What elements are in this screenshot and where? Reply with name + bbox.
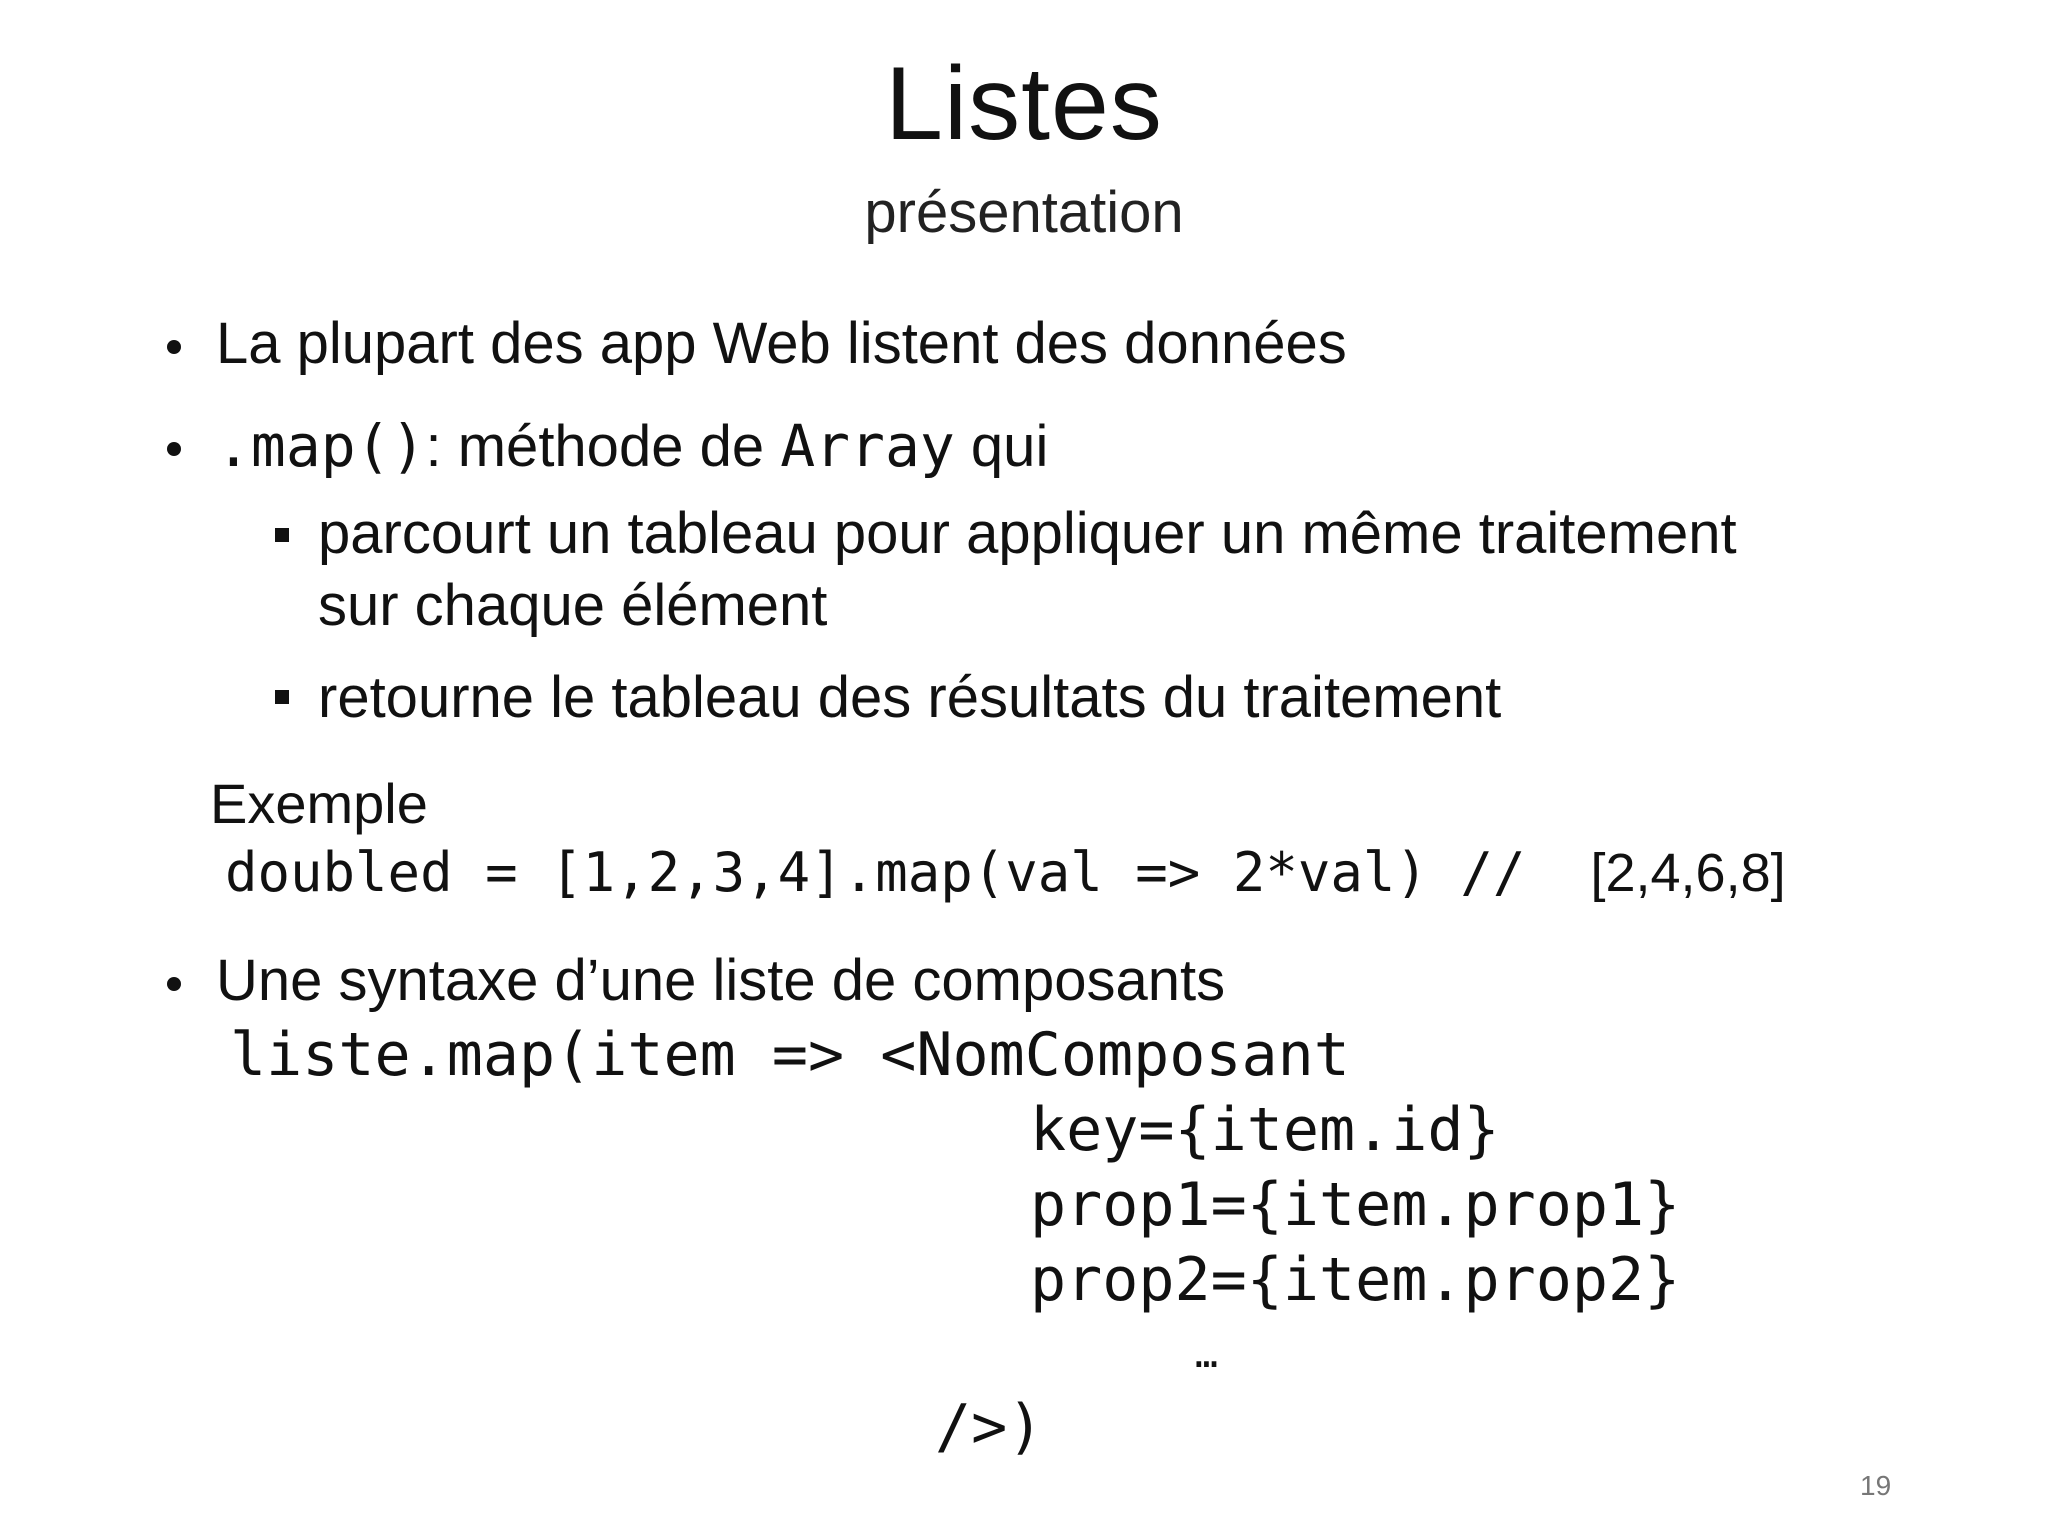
bullet-1-text: La plupart des app Web listent des données (216, 311, 1347, 376)
bullet-2-text (216, 410, 1048, 484)
sub-bullet-square (275, 690, 289, 704)
bullet-dot (167, 442, 181, 456)
example-label: Exemple (210, 772, 428, 835)
bullet-2-middle: : méthode de (425, 414, 781, 479)
slide-subtitle: présentation (864, 180, 1184, 245)
syntax-code-line-4: prop2={item.prop2} (1030, 1245, 1681, 1315)
page-number: 19 (1860, 1470, 1892, 1501)
sub-bullet-square (275, 528, 289, 542)
array-code: Array (780, 412, 955, 480)
bullet-dot (167, 977, 181, 991)
example-code (225, 841, 1786, 904)
syntax-code-line-3: prop1={item.prop1} (1030, 1170, 1681, 1240)
syntax-code-ellipsis: … (1195, 1332, 1218, 1376)
sub-item-1-line-1: parcourt un tableau pour appliquer un même traitement (318, 501, 1737, 566)
bullet-3-text: Une syntaxe d’une liste de composants (216, 948, 1226, 1013)
example-code-text: doubled = [1,2,3,4].map(val => 2*val) // (225, 841, 1526, 904)
syntax-code-line-1: liste.map(item => <NomComposant (230, 1020, 1350, 1090)
syntax-code-line-6: />) (935, 1392, 1044, 1462)
example-result: [2,4,6,8] (1590, 843, 1786, 903)
sub-item-1-line-2: sur chaque élément (318, 573, 828, 638)
sub-item-2: retourne le tableau des résultats du traitement (318, 665, 1502, 730)
syntax-code-line-2: key={item.id} (1030, 1095, 1500, 1165)
slide-title: Listes (885, 46, 1163, 162)
map-method-code: .map() (216, 412, 426, 480)
bullet-dot (167, 340, 181, 354)
bullet-2-end: qui (954, 414, 1049, 479)
